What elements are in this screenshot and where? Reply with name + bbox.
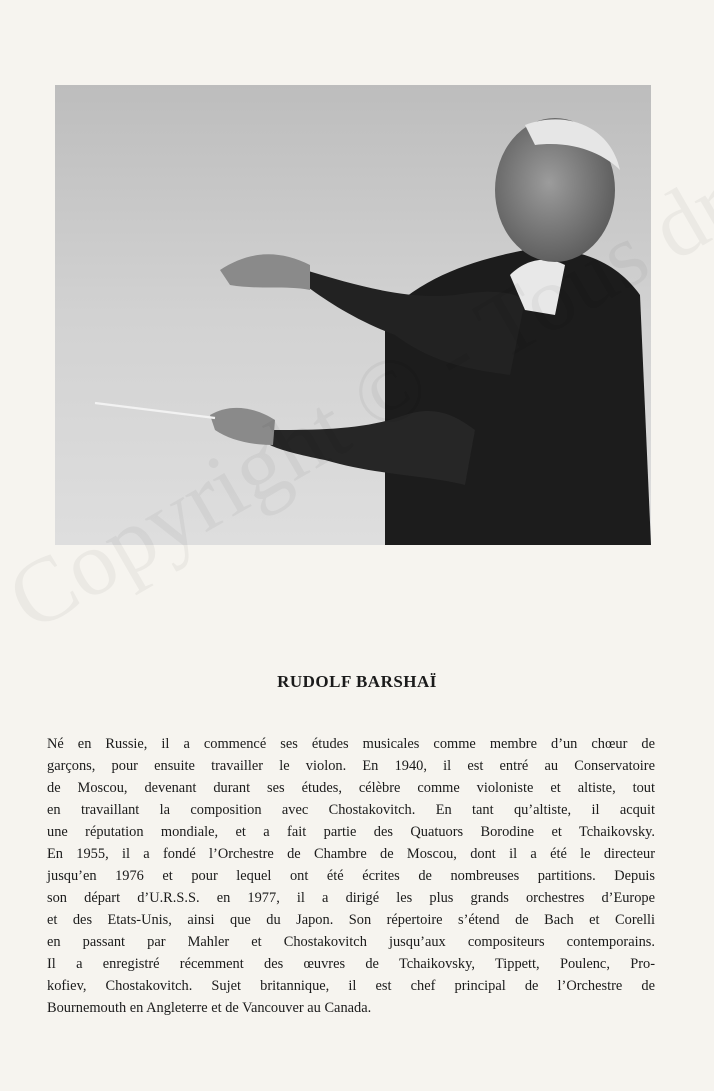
bio-line: et des Etats-Unis, ainsi que du Japon. Son répertoire s’étend de Bach et Corelli xyxy=(47,912,655,928)
bio-line: kofiev, Chostakovitch. Sujet britannique, il est chef principal de l’Orchestre de xyxy=(47,978,655,994)
bio-line: de Moscou, devenant durant ses études, célèbre comme violoniste et altiste, tout xyxy=(47,780,655,796)
bio-line: En 1955, il a fondé l’Orchestre de Chambre de Moscou, dont il a été le directeur xyxy=(47,846,655,862)
bio-line: Né en Russie, il a commencé ses études musicales comme membre d’un chœur de xyxy=(47,736,655,752)
bio-line: en passant par Mahler et Chostakovitch jusqu’aux compositeurs contemporains. xyxy=(47,934,655,950)
biography-text xyxy=(47,733,655,1019)
bio-line: une réputation mondiale, et a fait partie des Quatuors Borodine et Tchaikovsky. xyxy=(47,824,655,840)
bio-line: Bournemouth en Angleterre et de Vancouver au Canada. xyxy=(47,1000,372,1016)
page-title: RUDOLF BARSHAÏ xyxy=(277,672,437,691)
bio-line: jusqu’en 1976 et pour lequel ont été écrites de nombreuses partitions. Depuis xyxy=(47,868,655,884)
bio-line: Il a enregistré récemment des œuvres de Tchaikovsky, Tippett, Poulenc, Pro- xyxy=(47,956,655,972)
bio-line: garçons, pour ensuite travailler le violon. En 1940, il est entré au Conservatoire xyxy=(47,758,655,774)
bio-line: en travaillant la composition avec Chostakovitch. En tant qu’altiste, il acquit xyxy=(47,802,655,818)
conductor-portrait-image xyxy=(55,85,651,545)
bio-line: son départ d’U.R.S.S. en 1977, il a dirigé les plus grands orchestres d’Europe xyxy=(47,890,655,906)
conductor-photo xyxy=(55,85,651,545)
